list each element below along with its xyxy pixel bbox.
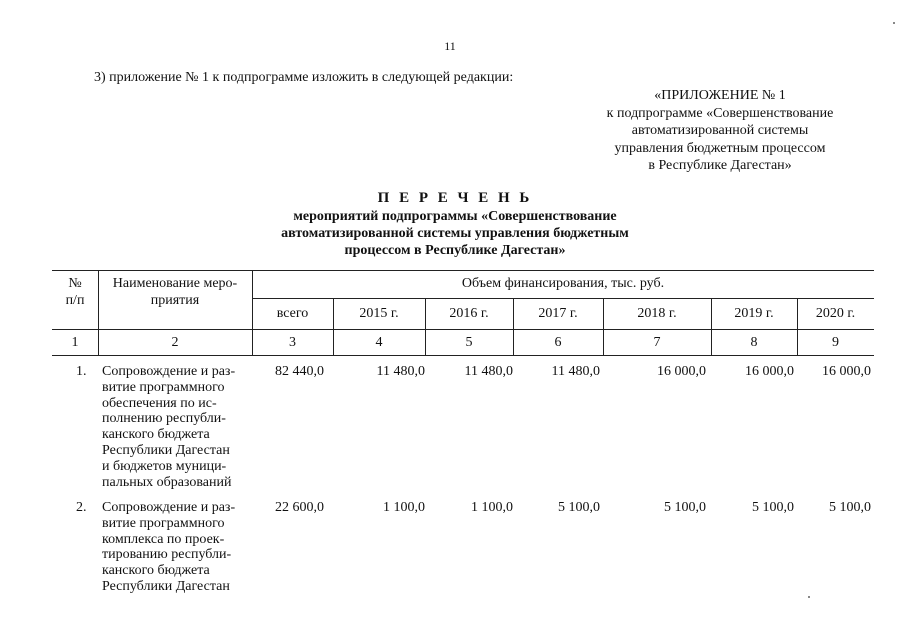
scan-speck bbox=[893, 22, 895, 24]
row-name bbox=[102, 364, 252, 490]
value-year: 5 100,0 bbox=[829, 500, 871, 515]
table-numbers-bottom bbox=[52, 355, 874, 356]
header-num: п/п bbox=[65, 293, 85, 308]
row-name-line: канского бюджета bbox=[102, 427, 210, 443]
heading-title: П Е Р Е Ч Е Н Ь bbox=[377, 190, 533, 206]
header-year: 2016 г. bbox=[449, 306, 489, 321]
scan-speck bbox=[808, 596, 810, 598]
row-name-line: обеспечения по ис- bbox=[102, 395, 217, 411]
column-number: 4 bbox=[375, 335, 383, 350]
appendix-line: управления бюджетным процессом bbox=[614, 140, 826, 156]
appendix-line: в Республике Дагестан» bbox=[648, 158, 792, 173]
row-name-line: тированию республи- bbox=[102, 547, 232, 563]
appendix-line: «ПРИЛОЖЕНИЕ № 1 bbox=[654, 88, 786, 103]
row-name-line: Республики Дагестан bbox=[102, 442, 230, 458]
column-number: 8 bbox=[750, 335, 758, 350]
value-total: 82 440,0 bbox=[275, 364, 324, 379]
header-name: приятия bbox=[150, 293, 200, 308]
row-name-line: и бюджетов муници- bbox=[102, 458, 227, 474]
appendix-line: автоматизированной системы bbox=[631, 123, 809, 138]
row-name-line: Республики Дагестан bbox=[102, 578, 230, 594]
row-name-line: Сопровождение и раз- bbox=[102, 500, 236, 515]
value-year: 11 480,0 bbox=[551, 364, 600, 379]
appendix-note bbox=[580, 87, 860, 175]
header-funding: Объем финансирования, тыс. руб. bbox=[461, 276, 665, 291]
value-year: 11 480,0 bbox=[376, 364, 425, 379]
value-year: 16 000,0 bbox=[745, 364, 794, 379]
heading-line: процессом в Республике Дагестан» bbox=[344, 243, 566, 258]
row-number: 2. bbox=[76, 500, 87, 515]
header-year: 2018 г. bbox=[637, 306, 677, 321]
table-header-divider bbox=[252, 298, 874, 299]
value-year: 1 100,0 bbox=[383, 500, 425, 515]
row-name-line: витие программного bbox=[102, 379, 225, 395]
intro-text: 3) приложение № 1 к подпрограмме изложить в следующей редакции: bbox=[94, 70, 514, 85]
header-total: всего bbox=[276, 306, 309, 321]
page-number: 11 bbox=[444, 39, 456, 53]
row-name bbox=[102, 500, 252, 595]
row-name-line: витие программного bbox=[102, 515, 225, 531]
header-year: 2019 г. bbox=[734, 306, 774, 321]
row-name-line: канского бюджета bbox=[102, 563, 210, 579]
column-number: 7 bbox=[653, 335, 661, 350]
header-name: Наименование меро- bbox=[112, 276, 238, 291]
column-number: 9 bbox=[832, 335, 839, 350]
column-number: 6 bbox=[554, 335, 562, 350]
value-total: 22 600,0 bbox=[275, 500, 324, 515]
header-year: 2015 г. bbox=[359, 306, 399, 321]
header-year: 2020 г. bbox=[815, 306, 856, 321]
row-number: 1. bbox=[76, 364, 87, 379]
table-header-bottom bbox=[52, 329, 874, 330]
heading-line: мероприятий подпрограммы «Совершенствование bbox=[293, 209, 617, 224]
table-top-border bbox=[52, 270, 874, 271]
heading-line: автоматизированной системы управления бюджетным bbox=[281, 226, 629, 241]
row-name-line: пальных образований bbox=[102, 474, 232, 490]
value-year: 16 000,0 bbox=[657, 364, 706, 379]
value-year: 11 480,0 bbox=[464, 364, 513, 379]
column-number: 2 bbox=[171, 335, 179, 350]
value-year: 5 100,0 bbox=[664, 500, 706, 515]
value-year: 5 100,0 bbox=[752, 500, 794, 515]
column-number: 5 bbox=[465, 335, 473, 350]
header-num: № bbox=[68, 276, 82, 291]
header-year: 2017 г. bbox=[538, 306, 578, 321]
value-year: 1 100,0 bbox=[471, 500, 513, 515]
row-name-line: комплекса по проек- bbox=[102, 531, 225, 547]
column-number: 1 bbox=[71, 335, 79, 350]
value-year: 5 100,0 bbox=[558, 500, 600, 515]
column-number: 3 bbox=[289, 335, 296, 350]
row-name-line: полнению республи- bbox=[102, 411, 226, 427]
value-year: 16 000,0 bbox=[822, 364, 871, 379]
document-heading bbox=[220, 188, 690, 259]
row-name-line: Сопровождение и раз- bbox=[102, 364, 236, 379]
appendix-line: к подпрограмме «Совершенствование bbox=[606, 105, 834, 121]
